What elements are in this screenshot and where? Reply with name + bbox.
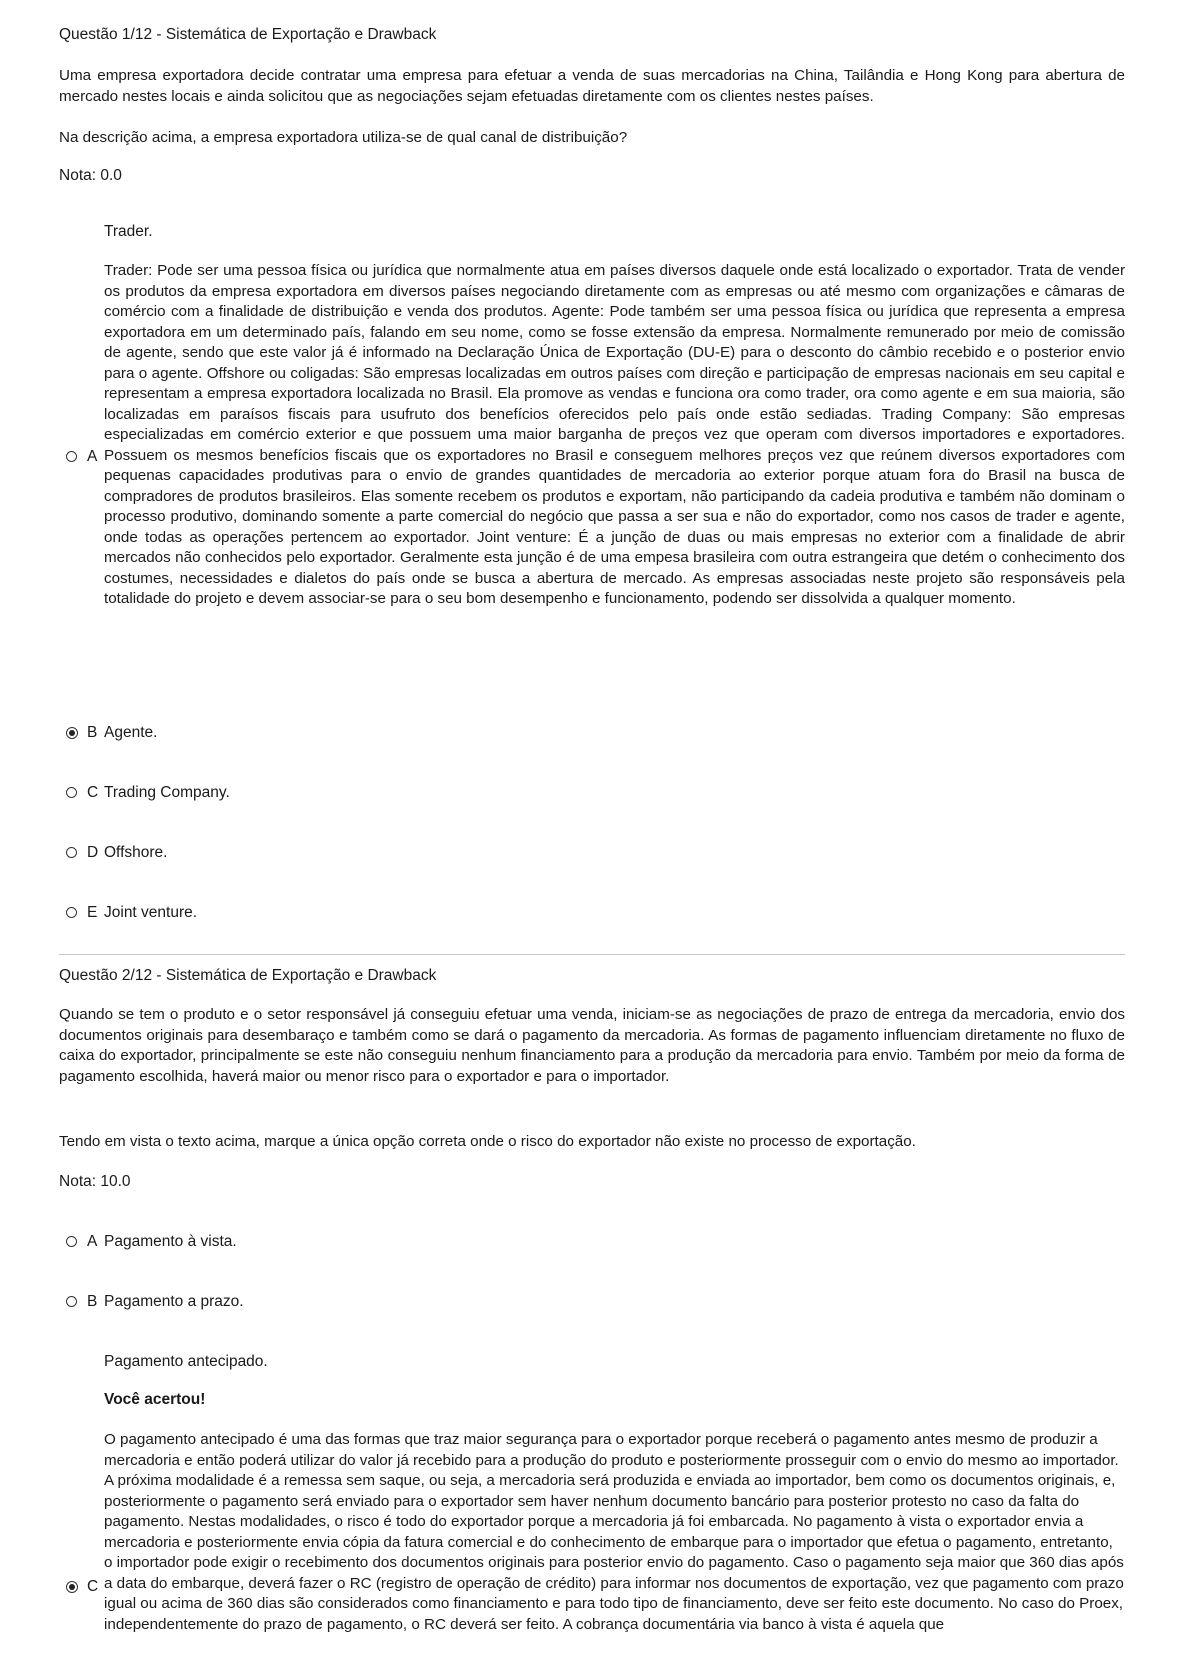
option-b-label: Pagamento a prazo. <box>104 1293 244 1310</box>
option-e-label: Joint venture. <box>104 904 198 921</box>
option-a-label: Pagamento à vista. <box>104 1233 237 1250</box>
option-a-letter: A <box>87 448 98 465</box>
option-a-radio[interactable] <box>66 1232 84 1252</box>
question-2-grade: Nota: 10.0 <box>59 1173 131 1190</box>
question-1-prompt: Na descrição acima, a empresa exportadora utiliza-se de qual canal de distribuição? <box>59 129 628 146</box>
option-e-letter: E <box>87 904 98 921</box>
question-2-statement: Quando se tem o produto e o setor responsável já conseguiu efetuar uma venda, iniciam-se as negociações de prazo de entrega da mercadoria, envio dos documentos originais para desembaraço e também como se dará o pagamento da mercadoria. As formas de pagamento influenciam diretamente no fluxo de caixa do exportador, principalmente se este não conseguiu nenhum financiamento para a produção da mercadoria para envio. Também por meio da forma de pagamento escolhida, haverá maior ou menor risco para o exportador e para o importador. <box>59 1006 1125 1085</box>
question-2-title: Questão 2/12 - Sistemática de Exportação e Drawback <box>59 967 437 984</box>
option-b-letter: B <box>87 1293 98 1310</box>
question-2-prompt: Tendo em vista o texto acima, marque a única opção correta onde o risco do exportador não existe no processo de exportação. <box>59 1133 916 1150</box>
option-b-radio[interactable] <box>66 723 84 743</box>
option-d-radio[interactable] <box>66 843 84 863</box>
option-d-letter: D <box>87 844 99 861</box>
option-a-radio[interactable] <box>66 447 84 467</box>
option-c-letter: C <box>87 1578 99 1595</box>
option-d-label: Offshore. <box>104 844 168 861</box>
option-b-radio[interactable] <box>66 1292 84 1312</box>
option-c-feedback: O pagamento antecipado é uma das formas que traz maior segurança para o exportador porque receberá o pagamento antes mesmo de produzir a mercadoria e então poderá utilizar do valor já recebido para a produção do produto e posteriormente prosseguir com o envio do mesmo ao importador. A próxima modalidade é a remessa sem saque, ou seja, a mercadoria será produzida e enviada ao importador, bem como os documentos originais, e, posteriormente o pagamento será enviado para o exportador sem haver nenhum documento bancário para posterior protesto no caso da falta do pagamento. Nestas modalidades, o risco é todo do exportador porque a mercadoria já foi embarcada. No pagamento à vista o exportador envia a mercadoria e posteriormente envia cópia da fatura comercial e do conhecimento de embarque para o importador que efetua o pagamento, entretanto, o importador pode exigir o recebimento dos documentos originais para posterior envio do pagamento. Caso o pagamento seja maior que 360 dias após a data do embarque, deverá fazer o RC (registro de operação de crédito) para informar nos documentos de exportação, vez que pagamento com prazo igual ou acima de 360 dias são considerados como financiamento e para todo tipo de financiamento, deve ser feito este documento. No caso do Proex, independentemente do prazo de pagamento, o RC deverá ser feito. A cobrança documentária via banco à vista é aquela que <box>104 1431 1124 1633</box>
correct-answer-message: Você acertou! <box>104 1391 206 1408</box>
radio-empty-icon <box>66 907 77 918</box>
option-a-label: Trader. <box>104 223 153 240</box>
option-c-radio[interactable] <box>66 1577 84 1597</box>
option-a-letter: A <box>87 1233 98 1250</box>
option-b-letter: B <box>87 724 98 741</box>
question-1-statement: Uma empresa exportadora decide contratar uma empresa para efetuar a venda de suas mercadorias na China, Tailândia e Hong Kong para abertura de mercado nestes locais e ainda solicitou que as negociações sejam efetuadas diretamente com os clientes nestes países. <box>59 67 1125 105</box>
radio-selected-icon <box>66 1581 78 1593</box>
radio-empty-icon <box>66 1296 77 1307</box>
radio-empty-icon <box>66 451 77 462</box>
radio-selected-icon <box>66 727 78 739</box>
option-e-radio[interactable] <box>66 903 84 923</box>
radio-empty-icon <box>66 1236 77 1247</box>
question-1-title: Questão 1/12 - Sistemática de Exportação e Drawback <box>59 26 437 43</box>
radio-empty-icon <box>66 787 77 798</box>
question-divider <box>59 954 1125 955</box>
option-a-feedback: Trader: Pode ser uma pessoa física ou jurídica que normalmente atua em países diversos daquele onde está localizado o exportador. Trata de vender os produtos da empresa exportadora em diversos países negociando diretamente com as empresas ou até mesmo com organizações e câmaras de comércio com a finalidade de distribuição e venda dos produtos. Agente: Pode também ser uma pessoa física ou jurídica que representa a empresa exportadora em um determinado país, falando em seu nome, como se fosse extensão da empresa. Normalmente remunerado por meio de comissão de agente, sendo que este valor já é informado na Declaração Única de Exportação (DU-E) para o desconto do câmbio recebido e o posterior envio para o agente. Offshore ou coligadas: São empresas localizadas em outros países com direção e participação de empresas nacionais em seu capital e representam a empresa exportadora localizada no Brasil. Ela promove as vendas e funciona ora como trader, ora como agente e em sua maioria, são localizadas em paraísos fiscais para usufruto dos benefícios oferecidos pelo país onde estão sediadas. Trading Company: São empresas especializadas em comércio exterior e que possuem uma maior barganha de preços vez que operam com diversos importadores e exportadores. Possuem os mesmos benefícios fiscais que os exportadores no Brasil e conseguem melhores preços vez que reúnem diversos exportadores com pequenas capacidades produtivas para o envio de grandes quantidades de mercadoria ao exterior porque atuam fora do Brasil na busca de compradores de produtos brasileiros. Elas somente recebem os produtos e exportam, não participando da cadeia produtiva e também não dominam o processo produtivo, dominando somente a parte comercial do negócio que passa a ser sua e não do exportador, como nos casos de trader e agente, onde todas as operações pertencem ao exportador. Joint venture: É a junção de duas ou mais empresas no exterior com a finalidade de abrir mercados não conhecidos pelo exportador. Geralmente esta junção é de uma empesa brasileira com outra estrangeira que detém o conhecimento dos costumes, necessidades e dialetos do país onde se busca a abertura de mercado. As empresas associadas neste projeto são responsáveis pela totalidade do projeto e devem associar-se para o seu bom desempenho e funcionamento, podendo ser dissolvida a qualquer momento. <box>104 262 1125 607</box>
option-c-label: Trading Company. <box>104 784 230 801</box>
radio-empty-icon <box>66 847 77 858</box>
question-1-grade: Nota: 0.0 <box>59 167 122 184</box>
option-c-letter: C <box>87 784 99 801</box>
option-c-radio[interactable] <box>66 783 84 803</box>
option-c-label: Pagamento antecipado. <box>104 1353 268 1370</box>
option-b-label: Agente. <box>104 724 158 741</box>
